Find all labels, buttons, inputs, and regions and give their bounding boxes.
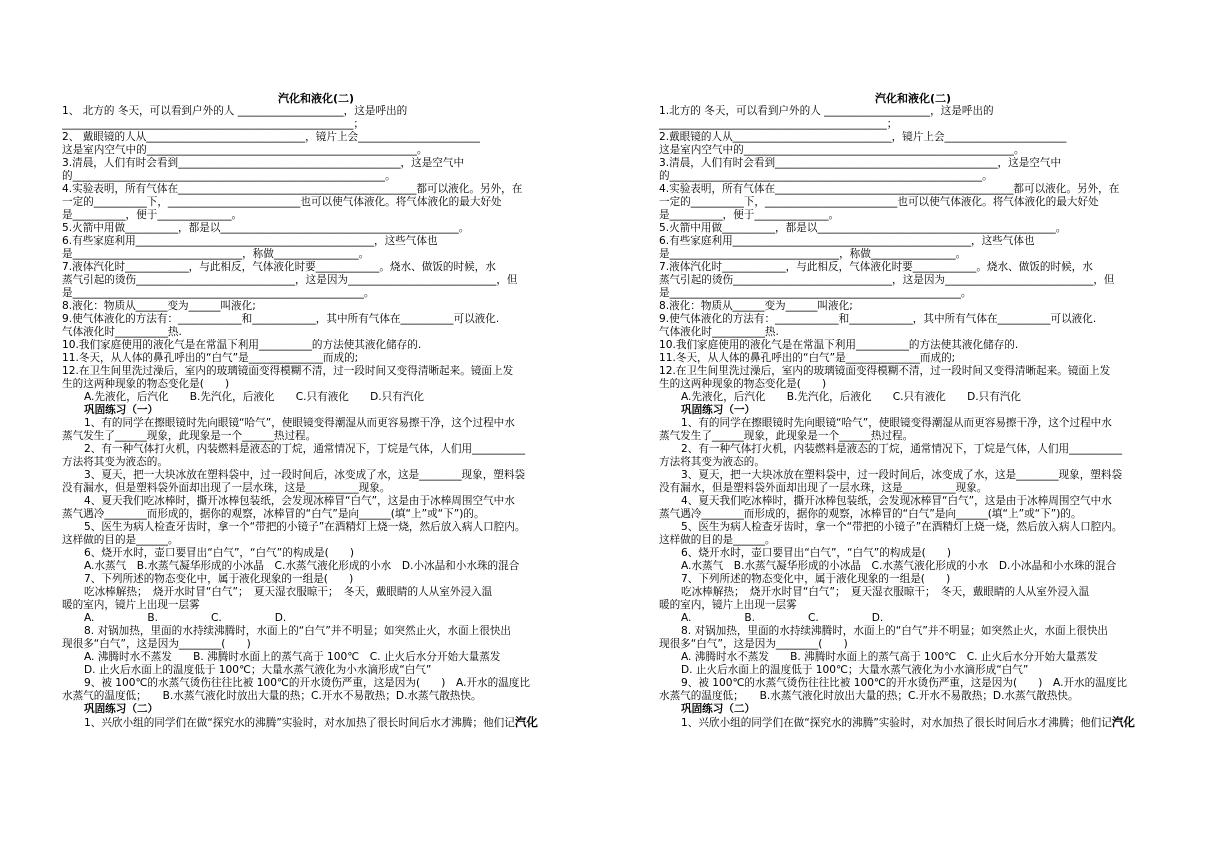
right-line: 2.戴眼镜的人从______________________________，镜片上会_______________________ <box>659 131 1067 143</box>
right-line: 8.液化：物质从______变为______叫液化; <box>659 300 853 312</box>
right-line: 7.液体汽化时____________，与此相反，气体液化时要____________。烧水、做饭的时候，水 <box>659 261 1093 273</box>
right-line: 4.实验表明，所有气体在_____________________________________________都可以液化。另外，在 <box>659 183 1120 195</box>
left-line: 生的这两种现象的物态变化是( ) <box>62 378 230 390</box>
left-line: 12.在卫生间里洗过澡后，室内的玻璃镜面变得模糊不清，过一段时间又变得清晰起来。镜面上发 <box>62 365 514 377</box>
right-line: A.水蒸气 B.水蒸气凝华形成的小冰晶 C.水蒸气液化形成的小水 D.小冰晶和小水珠的混合 <box>681 560 1117 572</box>
left-line: 8. 对锅加热，里面的水持续沸腾时，水面上的“白气”并不明显；如突然止火，水面上很快出 <box>84 625 512 637</box>
left-line: _______________________________________________________； <box>62 118 364 130</box>
left-line: 1、兴欣小组的同学们在做“探究水的沸腾”实验时，对水加热了很长时间后水才沸腾；他们记汽化 <box>84 716 538 729</box>
right-line: 这样做的目的是______。 <box>659 534 776 546</box>
left-title: 汽化和液化(二) <box>277 92 355 105</box>
left-line: 是_______________________________________________________。 <box>62 287 375 299</box>
left-line: 这样做的目的是______。 <box>62 534 179 546</box>
left-line: A. 沸腾时水不蒸发 B. 沸腾时水面上的蒸气高于 100℃ C. 止火后水分开始大量蒸发 <box>84 651 501 663</box>
left-line: 11.冬天，从人体的鼻孔呼出的“白气”是______________而成的; <box>62 352 359 364</box>
left-line: 8.液化：物质从______变为______叫液化; <box>62 300 256 312</box>
right-line: 吃冰棒解热； 烧开水时冒“白气”； 夏天湿衣服晾干； 冬天，戴眼睛的人从室外浸入温 <box>681 586 1090 598</box>
left-line: 6.有些家庭利用_____________________________________________，这些气体也 <box>62 235 438 247</box>
left-column <box>62 92 570 729</box>
left-line: 3.清晨，人们有时会看到__________________________________________，这是空气中 <box>62 157 465 169</box>
right-line: 1、有的同学在擦眼镜时先向眼镜“哈气”，使眼镜变得潮湿从而更容易擦干净，这个过程中水 <box>681 417 1112 429</box>
left-line: 巩固练习（一） <box>84 404 159 416</box>
left-line: 吃冰棒解热； 烧开水时冒“白气”； 夏天湿衣服晾干； 冬天，戴眼睛的人从室外浸入温 <box>84 586 493 598</box>
right-line: 1.北方的 冬天，可以看到户外的人 ____________________，这是呼出的 <box>659 105 994 117</box>
right-line-tail: 汽化 <box>1111 716 1135 729</box>
right-line: 这是室内空气中的___________________________________________________。 <box>659 144 1025 156</box>
right-line: 生的这两种现象的物态变化是( ) <box>659 378 827 390</box>
right-line: 9、被 100℃的水蒸气烫伤往往比被 100℃的开水烫伤严重，这是因为( ) A.开水的温度比 <box>681 677 1127 689</box>
left-line: 现很多“白气”，这是因为________( ) <box>62 638 251 650</box>
left-line: 1、有的同学在擦眼镜时先向眼镜“哈气”，使眼镜变得潮湿从而更容易擦干净，这个过程中水 <box>84 417 515 429</box>
left-line: D. 止火后水面上的温度低于 100℃；大量水蒸气液化为小水滴形成“白气” <box>84 664 432 676</box>
right-line: 巩固练习（二） <box>681 703 756 715</box>
left-line: 方法将其变为液态的。 <box>62 456 168 468</box>
left-line: 2、有一种气体打火机，内装燃料是液态的丁烷，通常情况下，丁烷是气体，人们用__________ <box>84 443 526 455</box>
right-line: 11.冬天，从人体的鼻孔呼出的“白气”是______________而成的; <box>659 352 956 364</box>
left-line: 4、夏天我们吃冰棒时，撕开冰棒包装纸，会发现冰棒冒“白气”，这是由于冰棒周围空气中水 <box>84 495 515 507</box>
right-line: 5.火箭中用做__________，都是以_____________________________________________。 <box>659 222 1067 234</box>
right-line: 3、夏天，把一大块冰放在塑料袋中，过一段时间后，冰变成了水，这是________现象，塑料袋 <box>681 469 1123 481</box>
left-line: 蒸气引起的烫伤______________________________，这是因为____________________________，但 <box>62 274 518 286</box>
left-line: A.水蒸气 B.水蒸气凝华形成的小冰晶 C.水蒸气液化形成的小水 D.小冰晶和小水珠的混合 <box>84 560 520 572</box>
right-line: 12.在卫生间里洗过澡后，室内的玻璃镜面变得模糊不清，过一段时间又变得清晰起来。镜面上发 <box>659 365 1111 377</box>
left-line: A. B. C. D. <box>84 612 287 624</box>
left-line-tail: 汽化 <box>514 716 538 729</box>
left-line: 10.我们家庭使用的液化气是在常温下利用__________的方法使其液化储存的. <box>62 339 422 351</box>
right-line: A. 沸腾时水不蒸发 B. 沸腾时水面上的蒸气高于 100℃ C. 止火后水分开始大量蒸发 <box>681 651 1098 663</box>
right-line: 7、下列所述的物态变化中，属于液化现象的一组是( ) <box>681 573 951 585</box>
left-line: 水蒸气的温度低； B.水蒸气液化时放出大量的热；C.开水不易散热；D.水蒸气散热快。 <box>62 690 482 702</box>
right-line: 9.使气体液化的方法有：____________和____________，其中所有气体在__________可以液化. <box>659 313 1097 325</box>
right-line: 没有漏水，但是塑料袋外面却出现了一层水珠，这是__________现象。 <box>659 482 988 494</box>
left-line: 这是室内空气中的___________________________________________________。 <box>62 144 428 156</box>
right-line: 现很多“白气”，这是因为________( ) <box>659 638 848 650</box>
right-line: 2、有一种气体打火机，内装燃料是液态的丁烷，通常情况下，丁烷是气体，人们用__________ <box>681 443 1123 455</box>
right-line: 水蒸气的温度低； B.水蒸气液化时放出大量的热；C.开水不易散热；D.水蒸气散热快。 <box>659 690 1079 702</box>
left-line: 暖的室内，镜片上出现一层雾 <box>62 599 200 611</box>
right-line: 蒸气遇冷________而形成的，据你的观察，冰棒冒的“白气”是向______(填“上”或“下”)的。 <box>659 508 1082 520</box>
left-line: 没有漏水，但是塑料袋外面却出现了一层水珠，这是__________现象。 <box>62 482 391 494</box>
right-line: 8. 对锅加热，里面的水持续沸腾时，水面上的“白气”并不明显；如突然止火，水面上很快出 <box>681 625 1109 637</box>
right-line: ___________________________________________； <box>659 118 898 130</box>
right-line: 是__________，便于______________。 <box>659 209 840 221</box>
right-line: A. B. C. D. <box>681 612 884 624</box>
right-line: 5、医生为病人检查牙齿时，拿一个“带把的小镜子”在酒精灯上烧一烧，然后放入病人口腔内。 <box>681 521 1123 533</box>
left-line: 的___________________________________________________________。 <box>62 170 396 182</box>
right-line: 6.有些家庭利用_____________________________________________，这些气体也 <box>659 235 1035 247</box>
left-line: 9、被 100℃的水蒸气烫伤往往比被 100℃的开水烫伤严重，这是因为( ) A.开水的温度比 <box>84 677 530 689</box>
left-line: 9.使气体液化的方法有：____________和____________，其中所有气体在__________可以液化. <box>62 313 500 325</box>
right-line: 的___________________________________________________________。 <box>659 170 993 182</box>
left-line: 3、夏天，把一大块冰放在塑料袋中，过一段时间后，冰变成了水，这是________现象，塑料袋 <box>84 469 526 481</box>
left-line: 5、医生为病人检查牙齿时，拿一个“带把的小镜子”在酒精灯上烧一烧，然后放入病人口腔内。 <box>84 521 526 533</box>
left-line: 7、下列所述的物态变化中，属于液化现象的一组是( ) <box>84 573 354 585</box>
left-line: 是________________________________，称做________________。 <box>62 248 370 260</box>
left-line: 气体液化时__________热. <box>62 326 182 338</box>
right-line: 10.我们家庭使用的液化气是在常温下利用__________的方法使其液化储存的. <box>659 339 1019 351</box>
right-line: 暖的室内，镜片上出现一层雾 <box>659 599 797 611</box>
right-line: D. 止火后水面上的温度低于 100℃；大量水蒸气液化为小水滴形成“白气” <box>681 664 1029 676</box>
left-line: 6、烧开水时，壶口要冒出“白气”，“白气”的构成是( ) <box>84 547 355 559</box>
left-line: 是__________，便于______________。 <box>62 209 243 221</box>
right-line: 4、夏天我们吃冰棒时，撕开冰棒包装纸，会发现冰棒冒“白气”，这是由于冰棒周围空气中水 <box>681 495 1112 507</box>
left-line: 蒸气发生了______现象，此现象是一个______热过程。 <box>62 430 317 442</box>
right-line: 方法将其变为液态的。 <box>659 456 765 468</box>
left-line: 巩固练习（二） <box>84 703 159 715</box>
right-line: 蒸气引起的烫伤______________________________，这是因为____________________________，但 <box>659 274 1115 286</box>
left-line: 一定的__________下，_________________________也可以使气体液化。将气体液化的最大好处 <box>62 196 502 208</box>
right-line: A.先液化，后汽化 B.先汽化，后液化 C.只有液化 D.只有汽化 <box>681 391 1021 403</box>
right-title: 汽化和液化(二) <box>874 92 952 105</box>
left-line: 5.火箭中用做__________，都是以_____________________________________________。 <box>62 222 470 234</box>
left-line: A.先液化，后汽化 B.先汽化，后液化 C.只有液化 D.只有汽化 <box>84 391 424 403</box>
left-line: 蒸气遇冷________而形成的，据你的观察，冰棒冒的“白气”是向______(填“上”或“下”)的。 <box>62 508 485 520</box>
right-column <box>659 92 1167 729</box>
left-line: 1、 北方的 冬天，可以看到户外的人 ____________________，这是呼出的 <box>62 105 408 117</box>
right-line: 气体液化时__________热. <box>659 326 779 338</box>
right-line: 一定的__________下，_________________________也可以使气体液化。将气体液化的最大好处 <box>659 196 1099 208</box>
right-line: 6、烧开水时，壶口要冒出“白气”，“白气”的构成是( ) <box>681 547 952 559</box>
right-line: 1、兴欣小组的同学们在做“探究水的沸腾”实验时，对水加热了很长时间后水才沸腾；他们记汽化 <box>681 716 1135 729</box>
right-line: 是_______________________________________________________。 <box>659 287 972 299</box>
left-line: 2、 戴眼镜的人从______________________________，镜片上会_______________________ <box>62 131 480 143</box>
right-line: 3.清晨，人们有时会看到__________________________________________，这是空气中 <box>659 157 1062 169</box>
left-line: 4.实验表明，所有气体在_____________________________________________都可以液化。另外，在 <box>62 183 523 195</box>
right-line: 是________________________________，称做________________。 <box>659 248 967 260</box>
right-line: 蒸气发生了______现象，此现象是一个______热过程。 <box>659 430 914 442</box>
right-line: 巩固练习（一） <box>681 404 756 416</box>
left-line: 7.液体汽化时____________，与此相反，气体液化时要____________。烧水、做饭的时候，水 <box>62 261 496 273</box>
